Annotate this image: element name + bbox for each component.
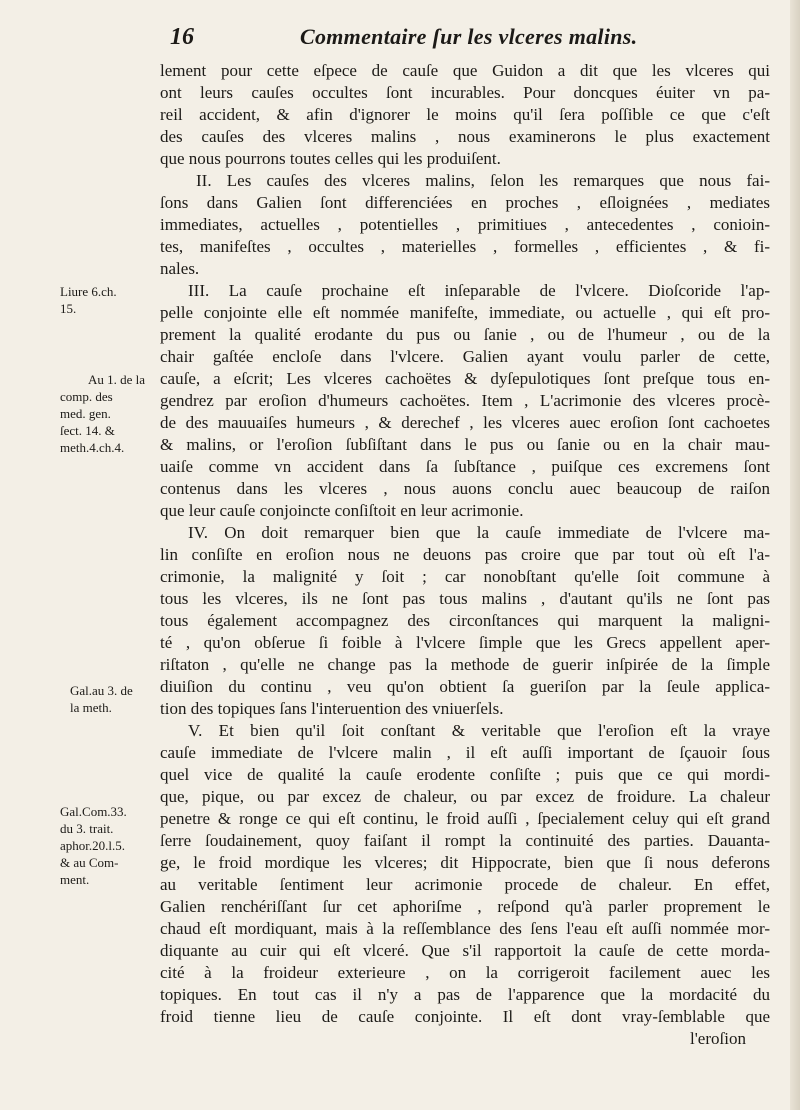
text-line: tion des topiques ſans l'interuention des vniuerſels. [160,699,504,718]
text-line: ſerre ſoudainement, quoy faiſant il rompt la continuité des parties. Dauanta- [160,831,770,850]
margin-note: ſect. 14. & [60,423,115,438]
text-line-catchword: l'eroſion [690,1029,746,1048]
text-line: ſons dans Galien ſont differenciées en proches , eſloignées , mediates [160,193,770,212]
text-line: pelle conjointe elle eſt nommée manifeſte, immediate, ou actuelle , qui eſt pro- [160,303,770,322]
margin-note: 15. [60,301,77,316]
text-line: cauſe, a eſcrit; Les vlceres cachoëtes & dyſepulotiques ſont preſque tous en- [160,369,770,388]
text-line: que leur cauſe conjoincte conſiſtoit en leur acrimonie. [160,501,524,520]
text-line: reil accident, & afin d'ignorer le moins qu'il ſera poſſible ce que c'eſt [160,105,770,124]
margin-note: Gal.au 3. de [70,683,133,698]
text-line: ont leurs cauſes occultes ſont incurables. Pour doncques éuiter vn pa- [160,83,770,102]
page-header [0,22,800,56]
margin-note: Liure 6.ch. [60,284,117,299]
text-line: III. La cauſe prochaine eſt inſeparable de l'vlcere. Dioſcoride l'ap- [188,281,770,300]
text-line: chaud eſt mordiquant, mais à la reſſemblance des ſens l'eau eſt auſſi nommée mor- [160,919,770,938]
text-line: & malins, or l'eroſion ſubſiſtant dans le pus ou ſanie ou en la chair mau- [160,435,770,454]
text-line: Galien renchériſſant ſur cet aphoriſme , reſpond qu'à parler proprement le [160,897,770,916]
text-line: crimonie, la malignité y ſoit ; car nonobſtant qu'elle ſoit commune à [160,567,770,586]
text-line: penetre & ronge ce qui eſt continu, le froid auſſi , ſpecialement celuy qui eſt grand [160,809,770,828]
page-number: 16 [170,24,194,50]
running-title: Commentaire ſur les vlceres malins. [300,24,638,49]
margin-note: ment. [60,872,90,887]
page-edge [790,0,800,1110]
margin-note: comp. des [60,389,113,404]
text-line: que nous pourrons toutes celles qui les produiſent. [160,149,501,168]
text-line: diuiſion du continu , veu qu'on obtient ſa gueriſon par la ſeule applica- [160,677,770,696]
text-line: ge, le froid mordique les vlceres; dit Hippocrate, bien que ſi nous deferons [160,853,770,872]
margin-note: du 3. trait. [60,821,114,836]
text-line: cité à la froideur exterieure , on la corrigeroit facilement auec les [160,963,770,982]
text-line: prement la qualité erodante du pus ou ſanie , ou de l'humeur , ou de la [160,325,770,344]
text-line: tous les vlceres, ils ne ſont pas tous malins , d'autant qu'ils ne ſont pas [160,589,770,608]
text-line: lement pour cette eſpece de cauſe que Guidon a dit que les vlceres qui [160,61,770,80]
text-line: riſtaton , qu'elle ne change pas la methode de guerir inſpirée de la ſimple [160,655,770,674]
text-line: tous également accompagnez des circonſtances qui marquent la maligni- [160,611,770,630]
text-line: lin conſiſte en eroſion nous ne deuons pas croire que par tout où eſt l'a- [160,545,770,564]
text-line: de des mauuaiſes humeurs , & derechef , les vlceres auec eroſion ſont cachoetes [160,413,770,432]
text-line: uaiſe comme vn accident dans ſa ſubſtance , puiſque ces excremens ſont [160,457,770,476]
text-line: té , qu'on obſerue ſi foible à l'vlcere ſimple que les Grecs appellent aper- [160,633,770,652]
text-line: gendrez par eroſion d'humeurs cachoëtes. Item , L'acrimonie des vlceres procè- [160,391,770,410]
text-line: au veritable ſentiment leur acrimonie procede de chaleur. En effet, [160,875,770,894]
text-line: cauſe immediate de l'vlcere malin , il eſt auſſi important de ſçauoir ſous [160,743,770,762]
text-line: II. Les cauſes des vlceres malins, ſelon les remarques que nous fai- [196,171,770,190]
text-line: chair gaſtée encloſe dans l'vlcere. Galien ayant voulu parler de cette, [160,347,770,366]
margin-note: meth.4.ch.4. [60,440,125,455]
text-line: que, pique, ou par excez de chaleur, ou par excez de froidure. La chaleur [160,787,770,806]
text-line: topiques. En tout cas il n'y a pas de l'apparence que la mordacité du [160,985,770,1004]
margin-note: aphor.20.l.5. [60,838,125,853]
text-line: V. Et bien qu'il ſoit conſtant & veritable que l'eroſion eſt la vraye [188,721,770,740]
text-line: des cauſes des vlceres malins , nous examinerons le plus exactement [160,127,770,146]
margin-note: Gal.Com.33. [60,804,127,819]
text-line: immediates, actuelles , potentielles , primitiues , antecedentes , conioin- [160,215,770,234]
margin-note: & au Com- [60,855,119,870]
text-line: tes, manifeſtes , occultes , materielles , formelles , efficientes , & fi- [160,237,770,256]
margin-note: la meth. [70,700,112,715]
text-line: quel vice de qualité la cauſe erodente conſiſte ; puis que ce qui mordi- [160,765,770,784]
margin-note: Au 1. de la [88,372,146,387]
text-line: froid tienne lieu de cauſe conjointe. Il eſt dont vray-ſemblable que [160,1007,770,1026]
text-line: diquante au cuir qui eſt vlceré. Que s'il rapportoit la cauſe de cette morda- [160,941,770,960]
text-line: nales. [160,259,200,278]
text-line: IV. On doit remarquer bien que la cauſe immediate de l'vlcere ma- [188,523,770,542]
margin-note: med. gen. [60,406,111,421]
text-line: contenus dans les vlceres , nous auons conclu auec beaucoup de raiſon [160,479,770,498]
